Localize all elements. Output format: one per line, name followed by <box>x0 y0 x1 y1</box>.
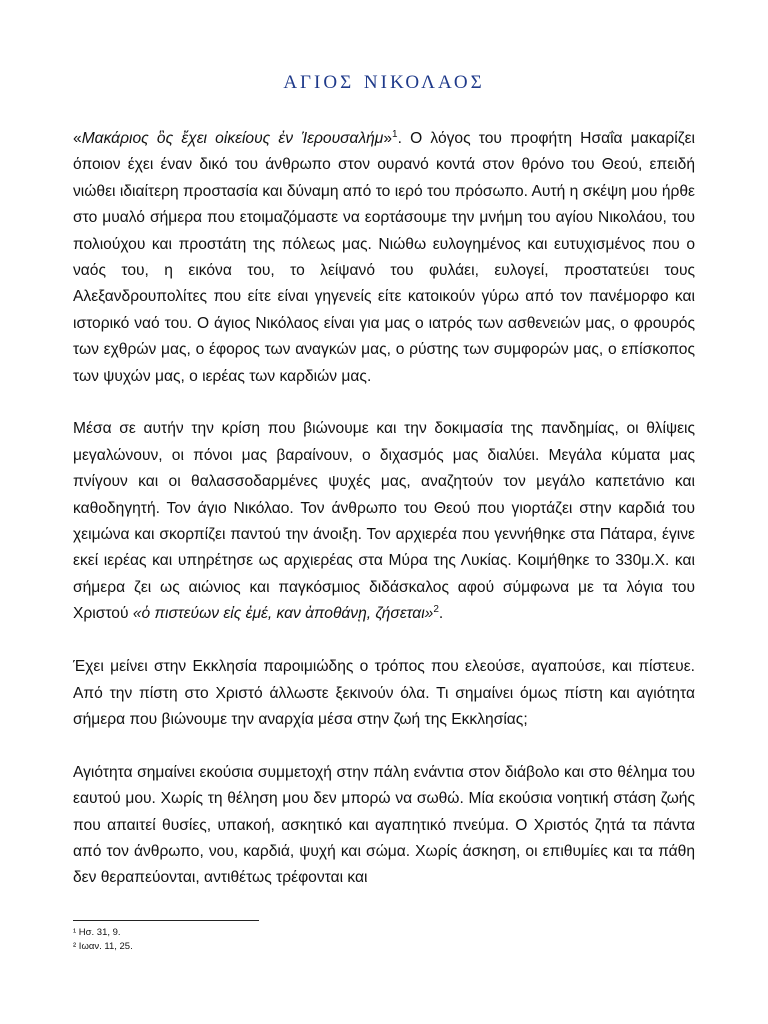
quote-open: « <box>73 130 82 147</box>
footnote-divider <box>73 920 259 921</box>
paragraph-2-end: . <box>438 605 444 623</box>
paragraph-1 <box>73 126 695 390</box>
footnote-2: ² Ιωαν. 11, 25. <box>73 941 133 952</box>
quote-italic: ὁ πιστεύων εἰς ἐμέ, καν ἀποθάνῃ, ζήσεται <box>141 605 425 623</box>
paragraph-3: Έχει μείνει στην Εκκλησία παροιμιώδης ο τρόπος που ελεούσε, αγαπούσε, και πίστευε. Από την πίστη στο Χριστό άλλωστε ξεκινούν όλα. Τι σημαίνει όμως πίστη και αγιότητα σήμερα που βιώνουμε την αναρχία μέσα στην ζωή της Εκκλησίας; <box>73 658 695 728</box>
paragraph-2-text: Μέσα σε αυτήν την κρίση που βιώνουμε και την δοκιμασία της πανδημίας, οι θλίψεις μεγαλώνουν, οι πόνοι μας βαραίνουν, ο διχασμός μας διαλύει. Μεγάλα κύματα μας πνίγουν και οι θαλασσοδαρμένες ψυχές μας, αναζητούν τον μεγάλο καπετάνιο και καθοδηγητή. Τον άγιο Νικόλαο. Τον άνθρωπο του Θεού που γιορτάζει στην καρδιά του χειμώνα και σκορπίζει παντού την άνοιξη. Τον αρχιερέα που γεννήθηκε στα Πάταρα, έγινε εκεί ιερέας και υπηρέτησε ως αρχιερέας στα Μύρα της Λυκίας. Κοιμήθηκε το 330μ.Χ. και σήμερα ζει ως αιώνιος και παγκόσμιος διδάσκαλος αφού σύμφωνα με τα λόγια του Χριστού <box>73 420 695 623</box>
paragraph-2 <box>73 416 695 627</box>
paragraph-1-text: . Ο λόγος του προφήτη Ησαΐα μακαρίζει όποιον έχει έναν δικό του άνθρωπο στον ουρανό κοντά στον θρόνο του Θεού, επειδή νιώθει ιδιαίτερη προστασία και δύναμη από το ιερό του πρόσωπο. Αυτή η σκέψη μου ήρθε στο μυαλό σήμερα που ετοιμαζόμαστε να εορτάσουμε την μνήμη του αγίου Νικολάου, του πολιούχου και προστάτη της πόλεως μας. Νιώθω ευλογημένος και ευτυχισμένος που ο ναός του, η εικόνα του, το λείψανό του φυλάει, ευλογεί, προστατεύει τους Αλεξανδρουπολίτες που είτε είναι γηγενείς είτε κατοικούν γύρω από τον πανέμορφο και ιστορικό ναό του. Ο άγιος Νικόλαος είναι για μας ο ιατρός των ασθενειών μας, ο φρουρός των εχθρών μας, ο έφορος των αναγκών μας, ο ρύστης των συμφορών μας, ο επίσκοπος των ψυχών μας, ο ιερέας των καρδιών μας. <box>73 130 695 385</box>
quote-close: » <box>383 130 393 147</box>
footnote-ref-2[interactable]: 2 <box>433 604 439 616</box>
page-title: αγιος νικολαος <box>283 64 485 94</box>
quote-italic: Μακάριος ὃς ἔχει οἰκείους ἐν Ἱερουσαλήμ <box>81 130 384 147</box>
quote-close: » <box>424 605 434 623</box>
paragraph-4: Αγιότητα σημαίνει εκούσια συμμετοχή στην πάλη ενάντια στον διάβολο και στο θέλημα του εαυτού μου. Χωρίς τη θέληση μου δεν μπορώ να σωθώ. Μία εκούσια νοητική στάση ζωής που απαιτεί θυσίες, υπακοή, ασκητικό και αγαπητικό πνεύμα. Ο Χριστός ζητά τα πάντα από τον άνθρωπο, νου, καρδιά, ψυχή και σώμα. Χωρίς άσκηση, οι επιθυμίες και τα πάθη δεν θεραπεύονται, αντιθέτως τρέφονται και <box>73 763 695 887</box>
footnote-ref-1[interactable]: 1 <box>392 128 398 140</box>
quote-open: « <box>132 605 142 623</box>
footnotes <box>73 926 133 954</box>
footnote-1: ¹ Ησ. 31, 9. <box>73 927 121 938</box>
body-text <box>73 126 695 918</box>
